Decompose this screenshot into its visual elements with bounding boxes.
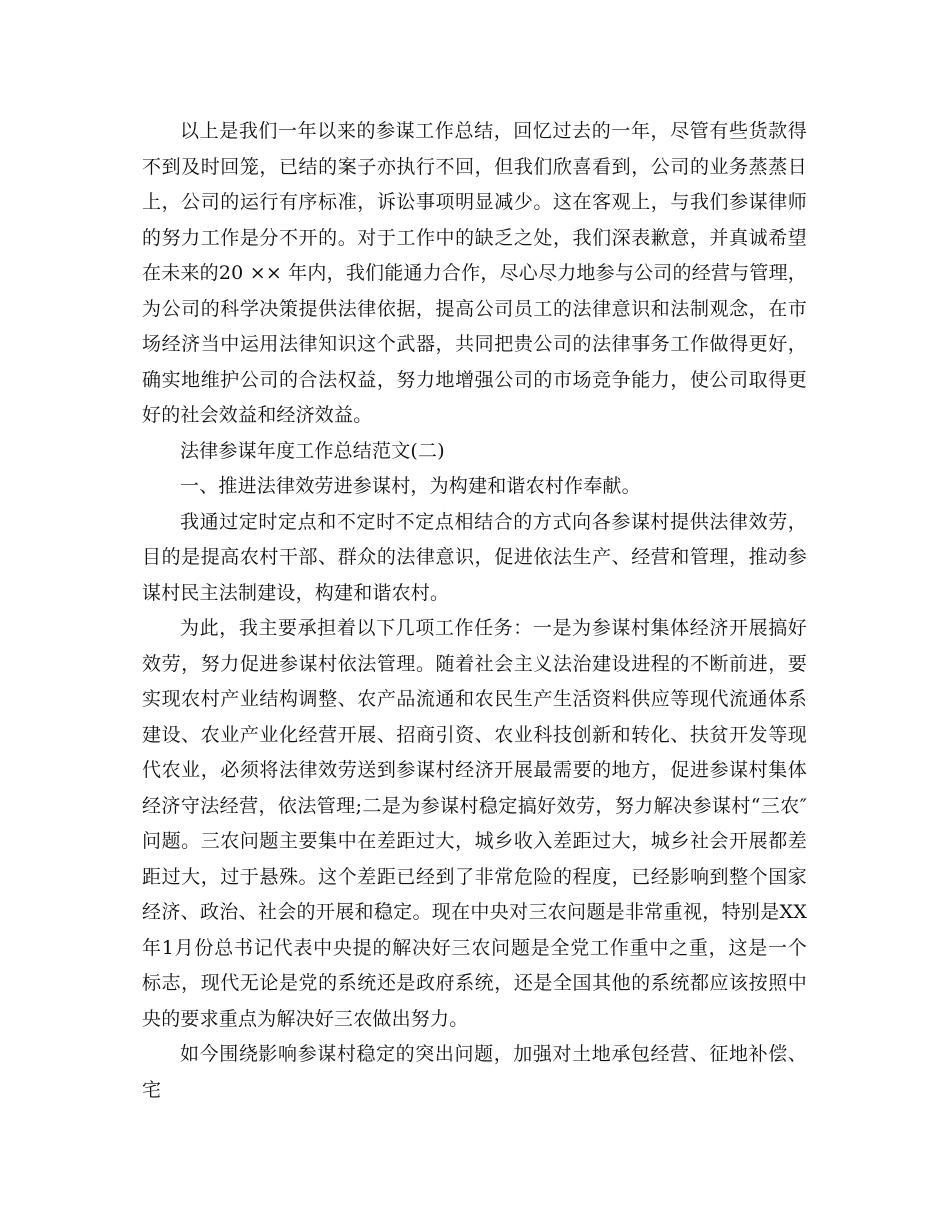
document-body xyxy=(142,114,807,1108)
section-title: 法律参谋年度工作总结范文(二) xyxy=(180,439,445,462)
paragraph-summary: 以上是我们一年以来的参谋工作总结，回忆过去的一年，尽管有些货款得不到及时回笼，已结的案子亦执行不回，但我们欣喜看到，公司的业务蒸蒸日上，公司的运行有序标准，诉讼事项明显减少。这在客观上，与我们参谋律师的努力工作是分不开的。对于工作中的缺乏之处，我们深表歉意，并真诚希望在未来的20 ×× 年内，我们能通力合作，尽心尽力地参与公司的经营与管理，为公司的科学决策提供法律依据，提高公司员工的法律意识和法制观念，在市场经济当中运用法律知识这个武器，共同把贵公司的法律事务工作做得更好，确实地维护公司的合法权益，努力地增强公司的市场竞争能力，使公司取得更好的社会效益和经济效益。 xyxy=(142,120,807,426)
section-subtitle: 一、推进法律效劳进参谋村，为构建和谐农村作奉献。 xyxy=(180,475,641,497)
paragraph-continuation: 如今围绕影响参谋村稳定的突出问题，加强对土地承包经营、征地补偿、宅 xyxy=(142,1043,807,1101)
paragraph-tasks: 为此，我主要承担着以下几项工作任务：一是为参谋村集体经济开展搞好效劳，努力促进参谋村依法管理。随着社会主义法治建设进程的不断前进，要实现农村产业结构调整、农产品流通和农民生产生活资料供应等现代流通体系建设、农业产业化经营开展、招商引资、农业科技创新和转化、扶贫开发等现代农业，必须将法律效劳送到参谋村经济开展最需要的地方，促进参谋村集体经济守法经营，依法管理;二是为参谋村稳定搞好效劳，努力解决参谋村“三农″ 问题。三农问题主要集中在差距过大，城乡收入差距过大，城乡社会开展都差距过大，过于悬殊。这个差距已经到了非常危险的程度，已经影响到整个国家经济、政治、社会的开展和稳定。现在中央对三农问题是非常重视，特别是XX年1月份总书记代表中央提的解决好三农问题是全党工作重中之重，这是一个标志，现代无论是党的系统还是政府系统，还是全国其他的系统都应该按照中央的要求重点为解决好三农做出努力。 xyxy=(142,617,807,1030)
paragraph-service: 我通过定时定点和不定时不定点相结合的方式向各参谋村提供法律效劳，目的是提高农村干部、群众的法律意识，促进依法生产、经营和管理，推动参谋村民主法制建设，构建和谐农村。 xyxy=(142,510,807,604)
